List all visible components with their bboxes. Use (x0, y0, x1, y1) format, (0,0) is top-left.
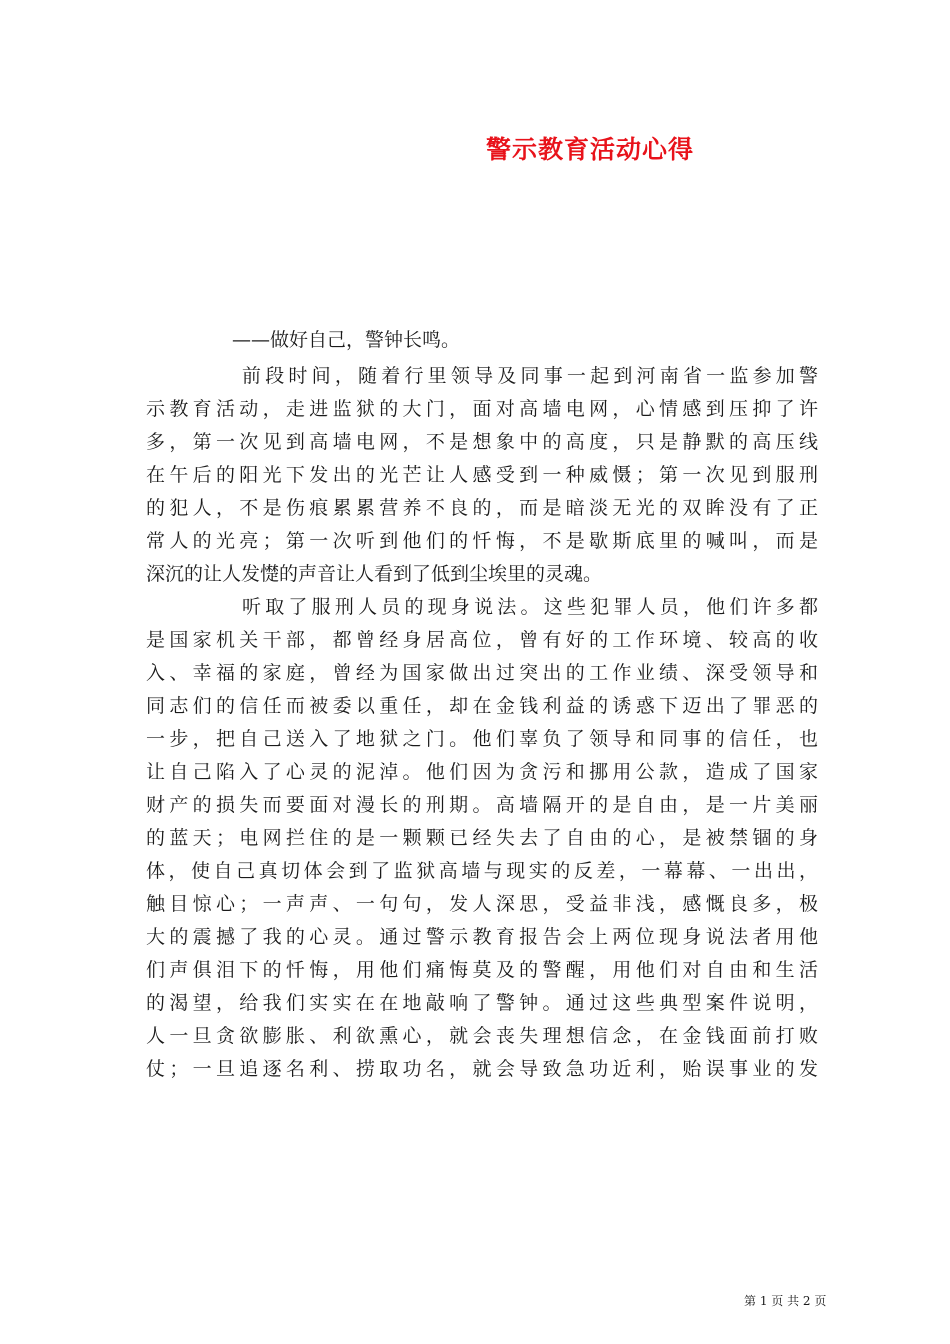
paragraph-1-line: 前段时间，随着行里领导及同事一起到河南省一监参加警 (242, 365, 818, 387)
paragraph-1-line: 深沉的让人发憷的声音让人看到了低到尘埃里的灵魂。 (146, 563, 603, 585)
paragraph-2-line: 人一旦贪欲膨胀、利欲熏心，就会丧失理想信念，在金钱面前打败 (146, 1025, 818, 1047)
document-body (146, 360, 818, 1086)
paragraph-2-line: 们声俱泪下的忏悔，用他们痛悔莫及的警醒，用他们对自由和生活 (146, 959, 818, 981)
paragraph-2-line: 触目惊心；一声声、一句句，发人深思，受益非浅，感慨良多，极 (146, 893, 818, 915)
paragraph-2-line: 财产的损失而要面对漫长的刑期。高墙隔开的是自由，是一片美丽 (146, 794, 818, 816)
paragraph-2-line: 入、幸福的家庭，曾经为国家做出过突出的工作业绩、深受领导和 (146, 662, 818, 684)
paragraph-2-line: 一步，把自己送入了地狱之门。他们辜负了领导和同事的信任，也 (146, 728, 818, 750)
paragraph-2-line: 体，使自己真切体会到了监狱高墙与现实的反差，一幕幕、一出出， (146, 860, 818, 882)
paragraph-1-line: 多，第一次见到高墙电网，不是想象中的高度，只是静默的高压线 (146, 431, 818, 453)
paragraph-2-line: 同志们的信任而被委以重任，却在金钱利益的诱惑下迈出了罪恶的 (146, 695, 818, 717)
paragraph-2-line: 听取了服刑人员的现身说法。这些犯罪人员，他们许多都 (242, 596, 818, 618)
paragraph-1-line: 示教育活动，走进监狱的大门，面对高墙电网，心情感到压抑了许 (146, 398, 818, 420)
paragraph-2-line: 大的震撼了我的心灵。通过警示教育报告会上两位现身说法者用他 (146, 926, 818, 948)
page-number-footer: 第 1 页 共 2 页 (744, 1294, 827, 1308)
paragraph-2-line: 的蓝天；电网拦住的是一颗颗已经失去了自由的心，是被禁锢的身 (146, 827, 818, 849)
paragraph-1-line: 的犯人，不是伤痕累累营养不良的，而是暗淡无光的双眸没有了正 (146, 497, 818, 519)
paragraph-2-line: 是国家机关干部，都曾经身居高位，曾有好的工作环境、较高的收 (146, 629, 818, 651)
document-subtitle: ——做好自己，警钟长鸣。 (232, 329, 461, 351)
paragraph-2-line: 让自己陷入了心灵的泥淖。他们因为贪污和挪用公款，造成了国家 (146, 761, 818, 783)
paragraph-1-line: 在午后的阳光下发出的光芒让人感受到一种威慑；第一次见到服刑 (146, 464, 818, 486)
document-title: 警示教育活动心得 (485, 135, 694, 164)
paragraph-2-line: 仗；一旦追逐名利、捞取功名，就会导致急功近利，贻误事业的发 (146, 1058, 818, 1080)
paragraph-1-line: 常人的光亮；第一次听到他们的忏悔，不是歇斯底里的喊叫，而是 (146, 530, 818, 552)
paragraph-2-line: 的渴望，给我们实实在在地敲响了警钟。通过这些典型案件说明， (146, 992, 818, 1014)
